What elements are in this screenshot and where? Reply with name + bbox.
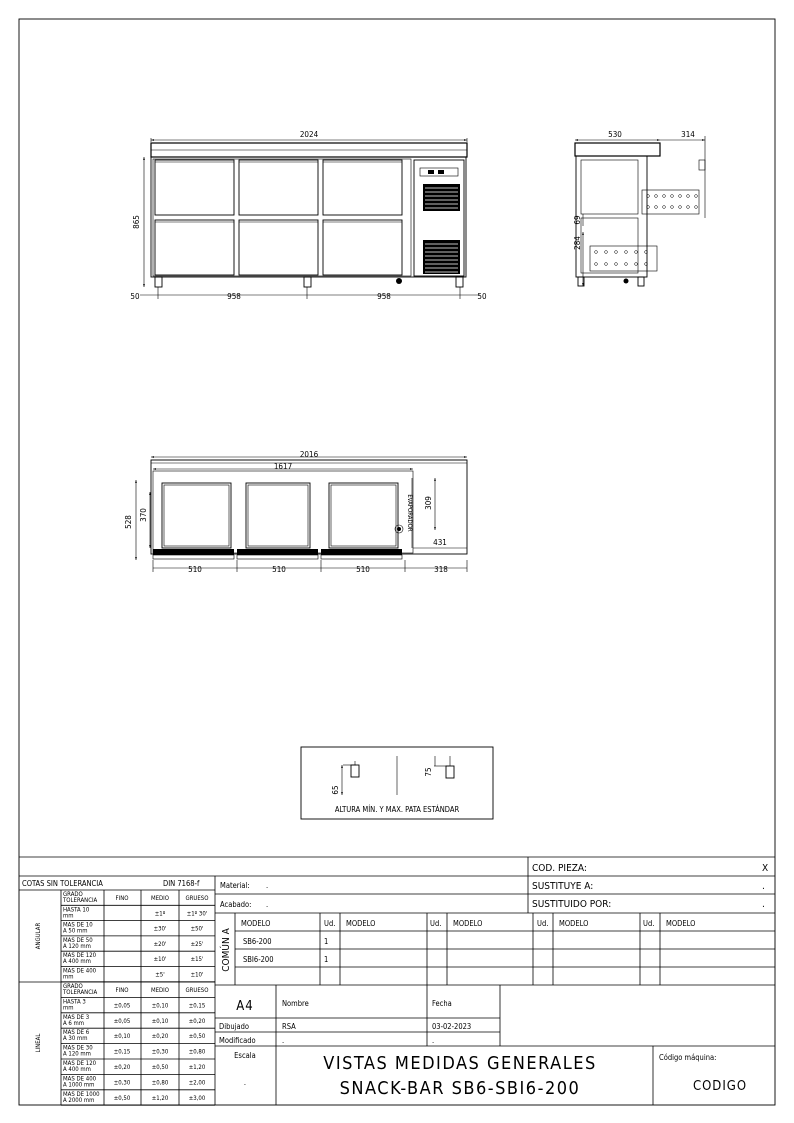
linear-row-1-medio: ±0,10 [151, 1017, 169, 1025]
codigo-maquina-value: CODIGO [692, 1079, 748, 1094]
din-label: DIN 7168-f [163, 879, 200, 888]
linear-row-5-range: MAS DE 400 [63, 1075, 97, 1083]
modelo-header-2: MODELO [346, 919, 376, 928]
linear-row-5-grueso: ±2,00 [188, 1079, 206, 1087]
linear-row-5-medio: ±0,80 [151, 1079, 169, 1087]
model-1-ud: 1 [324, 937, 329, 946]
comun-a-label: COMÚN A [221, 928, 232, 972]
angular-row-4-range2: mm [63, 973, 74, 981]
angular-header-medio: MEDIO [150, 895, 170, 902]
angular-header-tolerancia: TOLERANCIA [63, 897, 98, 904]
top-inner-width-dim: 1617 [273, 462, 293, 471]
angular-row-0-range: HASTA 10 [63, 906, 90, 914]
model-2-name: SBI6-200 [243, 955, 274, 964]
angular-row-2-medio: ±20' [153, 940, 167, 948]
modelo-header-4: MODELO [559, 919, 589, 928]
top-dim-431: 431 [433, 538, 447, 547]
side-dim-284: 284 [573, 236, 582, 250]
angular-row-2-grueso: ±25' [190, 940, 204, 948]
linear-section-label: LINEAL [35, 1033, 42, 1053]
angular-header-grado: GRADO [63, 891, 83, 898]
material-label: Material: [220, 881, 250, 890]
linear-row-1-range2: A 6 mm [63, 1019, 85, 1027]
linear-row-5-range2: A 1000 mm [63, 1081, 95, 1089]
linear-row-0-medio: ±0,10 [151, 1002, 169, 1010]
angular-row-2-range: MAS DE 50 [63, 936, 93, 944]
dibujado-name: RSA [282, 1022, 296, 1031]
linear-row-1-range: MAS DE 3 [63, 1013, 90, 1021]
cod-pieza-label: COD. PIEZA: [532, 863, 587, 874]
left-margin-dim: 50 [130, 292, 140, 301]
linear-row-4-medio: ±0,50 [151, 1064, 169, 1071]
angular-row-4-grueso: ±10' [190, 971, 204, 979]
sustituido-value: . [762, 899, 765, 910]
top-width-dim: 2016 [299, 450, 319, 459]
ud-header-1: Ud. [324, 919, 336, 928]
linear-row-3-grueso: ±0,80 [188, 1048, 206, 1056]
linear-row-3-range: MAS DE 30 [63, 1044, 93, 1052]
linear-row-0-grueso: ±0,15 [188, 1002, 206, 1010]
drawing-title-line2: SNACK-BAR SB6-SBI6-200 [339, 1078, 581, 1099]
top-view [124, 450, 467, 574]
angular-row-4-range: MAS DE 400 [63, 967, 97, 975]
linear-row-4-grueso: ±1,20 [188, 1064, 206, 1071]
title-block [19, 857, 775, 1105]
linear-row-2-fino: ±0,10 [113, 1033, 131, 1041]
linear-row-2-range2: A 30 mm [63, 1035, 88, 1043]
material-value: . [266, 881, 269, 890]
model-1-name: SB6-200 [243, 937, 272, 946]
linear-header-grado: GRADO [63, 983, 83, 990]
side-dim-69: 69 [573, 215, 582, 225]
leg-max-height: 75 [424, 767, 433, 777]
escala-label: Escala [234, 1051, 256, 1060]
modelo-header-3: MODELO [453, 919, 483, 928]
angular-row-3-range2: A 400 mm [63, 958, 91, 966]
linear-header-medio: MEDIO [150, 987, 170, 994]
tolerance-angular-rows [61, 891, 215, 982]
angular-row-3-grueso: ±15' [190, 956, 204, 964]
sustituye-value: . [762, 881, 765, 892]
leg-span-2-dim: 958 [377, 292, 391, 301]
angular-row-0-medio: ±1º [154, 910, 166, 918]
linear-row-0-range: HASTA 3 [63, 998, 86, 1006]
linear-row-6-medio: ±1,20 [151, 1094, 169, 1102]
linear-row-4-fino: ±0,20 [113, 1064, 131, 1071]
top-depth-dim: 528 [124, 515, 133, 529]
side-depth-dim: 530 [608, 130, 622, 139]
format-label: A4 [236, 999, 254, 1014]
modelo-header-1: MODELO [241, 919, 271, 928]
linear-row-2-grueso: ±0,50 [188, 1033, 206, 1041]
side-view [573, 130, 705, 286]
angular-row-1-grueso: ±50' [190, 925, 204, 933]
linear-row-6-range: MAS DE 1000 [63, 1090, 100, 1098]
modelo-header-5: MODELO [666, 919, 696, 928]
model-2-ud: 1 [324, 955, 329, 964]
sustituye-label: SUSTITUYE A: [532, 881, 594, 892]
linear-row-6-fino: ±0,50 [113, 1094, 131, 1102]
ud-header-2: Ud. [430, 919, 442, 928]
drawer-width-2-dim: 510 [272, 565, 286, 574]
ud-header-3: Ud. [537, 919, 549, 928]
angular-row-3-range: MAS DE 120 [63, 952, 97, 960]
fecha-label: Fecha [432, 999, 452, 1008]
angular-row-1-medio: ±30' [153, 925, 167, 933]
linear-row-6-range2: A 2000 mm [63, 1096, 95, 1104]
cotas-label: COTAS SIN TOLERANCIA [22, 879, 103, 888]
sheet-border [19, 19, 775, 1105]
angular-row-1-range2: A 50 mm [63, 927, 88, 935]
top-dim-309: 309 [424, 496, 433, 510]
linear-header-tolerancia: TOLERANCIA [63, 989, 98, 996]
evaporator-label: EVAPORADOR [406, 494, 413, 532]
angular-row-3-medio: ±10' [153, 956, 167, 964]
angular-section-label: ANGULAR [35, 922, 42, 950]
tolerance-linear-rows [61, 983, 215, 1105]
leg-detail-caption: ALTURA MÍN. Y MAX. PATA ESTÁNDAR [334, 805, 460, 814]
angular-row-4-medio: ±5' [155, 971, 165, 979]
angular-row-0-range2: mm [63, 912, 74, 920]
leg-min-height: 65 [331, 785, 340, 795]
linear-row-5-fino: ±0,30 [113, 1079, 131, 1087]
angular-row-0-grueso: ±1º 30' [186, 910, 208, 918]
linear-row-3-range2: A 120 mm [63, 1050, 91, 1058]
drawer-width-1-dim: 510 [188, 565, 202, 574]
drawer-width-3-dim: 510 [356, 565, 370, 574]
leg-span-1-dim: 958 [227, 292, 241, 301]
linear-row-4-range: MAS DE 120 [63, 1060, 97, 1067]
front-height-dim: 865 [132, 215, 141, 229]
dibujado-date: 03-02-2023 [432, 1022, 472, 1031]
modificado-label: Modificado [219, 1036, 256, 1045]
linear-row-0-fino: ±0,05 [113, 1002, 131, 1010]
angular-header-grueso: GRUESO [185, 895, 209, 902]
ud-header-4: Ud. [643, 919, 655, 928]
front-width-dim: 2024 [299, 130, 319, 139]
linear-row-3-medio: ±0,30 [151, 1048, 169, 1056]
modificado-date: . [432, 1036, 435, 1045]
drawing-title-line1: VISTAS MEDIDAS GENERALES [323, 1053, 597, 1074]
angular-row-1-range: MAS DE 10 [63, 921, 93, 929]
linear-row-3-fino: ±0,15 [113, 1048, 131, 1056]
linear-row-4-range2: A 400 mm [63, 1066, 91, 1073]
angular-header-fino: FINO [115, 895, 129, 902]
angular-row-2-range2: A 120 mm [63, 942, 91, 950]
right-margin-dim: 50 [477, 292, 487, 301]
linear-header-grueso: GRUESO [185, 987, 209, 994]
sustituido-label: SUSTITUIDO POR: [532, 899, 612, 910]
top-dim-318: 318 [434, 565, 448, 574]
linear-row-1-grueso: ±0,20 [188, 1017, 206, 1025]
linear-row-2-range: MAS DE 6 [63, 1029, 90, 1037]
side-overhang-dim: 314 [681, 130, 695, 139]
linear-row-2-medio: ±0,20 [151, 1033, 169, 1041]
top-drawer-depth-dim: 370 [139, 508, 148, 522]
acabado-label: Acabado: [220, 900, 252, 909]
escala-value: . [243, 1078, 247, 1087]
linear-row-6-grueso: ±3,00 [188, 1094, 206, 1102]
leg-detail-box [301, 747, 493, 819]
codigo-maquina-label: Código máquina: [659, 1053, 717, 1062]
linear-row-0-range2: mm [63, 1004, 74, 1012]
cod-pieza-value: X [762, 863, 769, 874]
acabado-value: . [266, 900, 269, 909]
front-view [130, 130, 487, 301]
linear-header-fino: FINO [115, 987, 129, 994]
linear-row-1-fino: ±0,05 [113, 1017, 131, 1025]
dibujado-label: Dibujado [219, 1022, 250, 1031]
modificado-name: . [282, 1036, 285, 1045]
nombre-label: Nombre [282, 999, 309, 1008]
